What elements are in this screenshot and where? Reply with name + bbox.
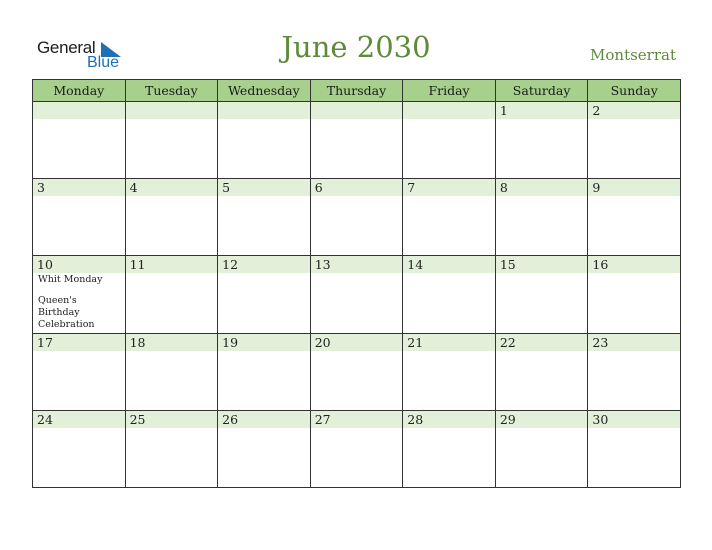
day-number: 30 [588,411,680,428]
weekday-header: Saturday [495,80,588,102]
day-cell [310,333,403,410]
day-cell [218,256,311,333]
logo-text-blue: Blue [87,54,120,71]
day-cell [125,333,218,410]
day-cell [495,333,588,410]
day-number: 13 [311,256,403,273]
day-cell [588,333,681,410]
day-number: 19 [218,334,310,351]
day-number: 4 [126,179,218,196]
day-number: 21 [403,334,495,351]
day-cell-empty [125,102,218,179]
day-cell [495,410,588,487]
day-number: 1 [496,102,588,119]
holiday-event: Queen's Birthday Celebration [38,295,95,331]
day-cell-empty [310,102,403,179]
day-cell [403,410,496,487]
day-number: 2 [588,102,680,119]
day-number: 28 [403,411,495,428]
day-cell-empty [33,102,126,179]
country-name: Montserrat [590,46,676,64]
day-cell [495,256,588,333]
day-number: 9 [588,179,680,196]
day-number: 22 [496,334,588,351]
calendar-grid [32,79,681,488]
weekday-header: Tuesday [125,80,218,102]
day-number: 7 [403,179,495,196]
day-cell [403,179,496,256]
day-number: 24 [33,411,125,428]
week-row [33,256,681,333]
day-cell [125,256,218,333]
day-cell-empty [403,102,496,179]
week-row [33,179,681,256]
weekday-header: Sunday [588,80,681,102]
weekday-header-row [33,80,681,102]
week-row [33,333,681,410]
day-cell [310,256,403,333]
day-number: 17 [33,334,125,351]
day-number: 26 [218,411,310,428]
day-number: 27 [311,411,403,428]
day-number: 25 [126,411,218,428]
day-cell [495,102,588,179]
day-number: 8 [496,179,588,196]
day-cell [218,333,311,410]
calendar-title: June 2030 [281,30,431,64]
day-number: 29 [496,411,588,428]
day-cell [403,256,496,333]
day-cell [403,333,496,410]
day-cell [588,102,681,179]
day-cell-empty [218,102,311,179]
day-cell [588,179,681,256]
day-number: 20 [311,334,403,351]
day-number: 23 [588,334,680,351]
day-cell [125,410,218,487]
day-number: 3 [33,179,125,196]
day-number [311,102,403,119]
day-number [126,102,218,119]
day-number: 14 [403,256,495,273]
day-number [33,102,125,119]
day-number: 6 [311,179,403,196]
weekday-header: Thursday [310,80,403,102]
day-number: 16 [588,256,680,273]
day-number [218,102,310,119]
day-cell [218,410,311,487]
day-number: 5 [218,179,310,196]
week-row [33,410,681,487]
day-cell [588,410,681,487]
day-cell [310,179,403,256]
weekday-header: Wednesday [218,80,311,102]
logo-text-general: General [37,38,96,57]
day-cell [310,410,403,487]
day-cell [218,179,311,256]
day-number [403,102,495,119]
weekday-header: Friday [403,80,496,102]
weekday-header: Monday [33,80,126,102]
day-number: 10 [33,256,125,273]
day-number: 11 [126,256,218,273]
week-row [33,102,681,179]
day-number: 15 [496,256,588,273]
day-cell [33,333,126,410]
day-number: 18 [126,334,218,351]
day-cell [33,256,126,333]
day-cell [33,410,126,487]
day-cell [495,179,588,256]
day-cell [588,256,681,333]
day-cell [33,179,126,256]
day-number: 12 [218,256,310,273]
day-cell [125,179,218,256]
holiday-event: Whit Monday [38,274,103,286]
